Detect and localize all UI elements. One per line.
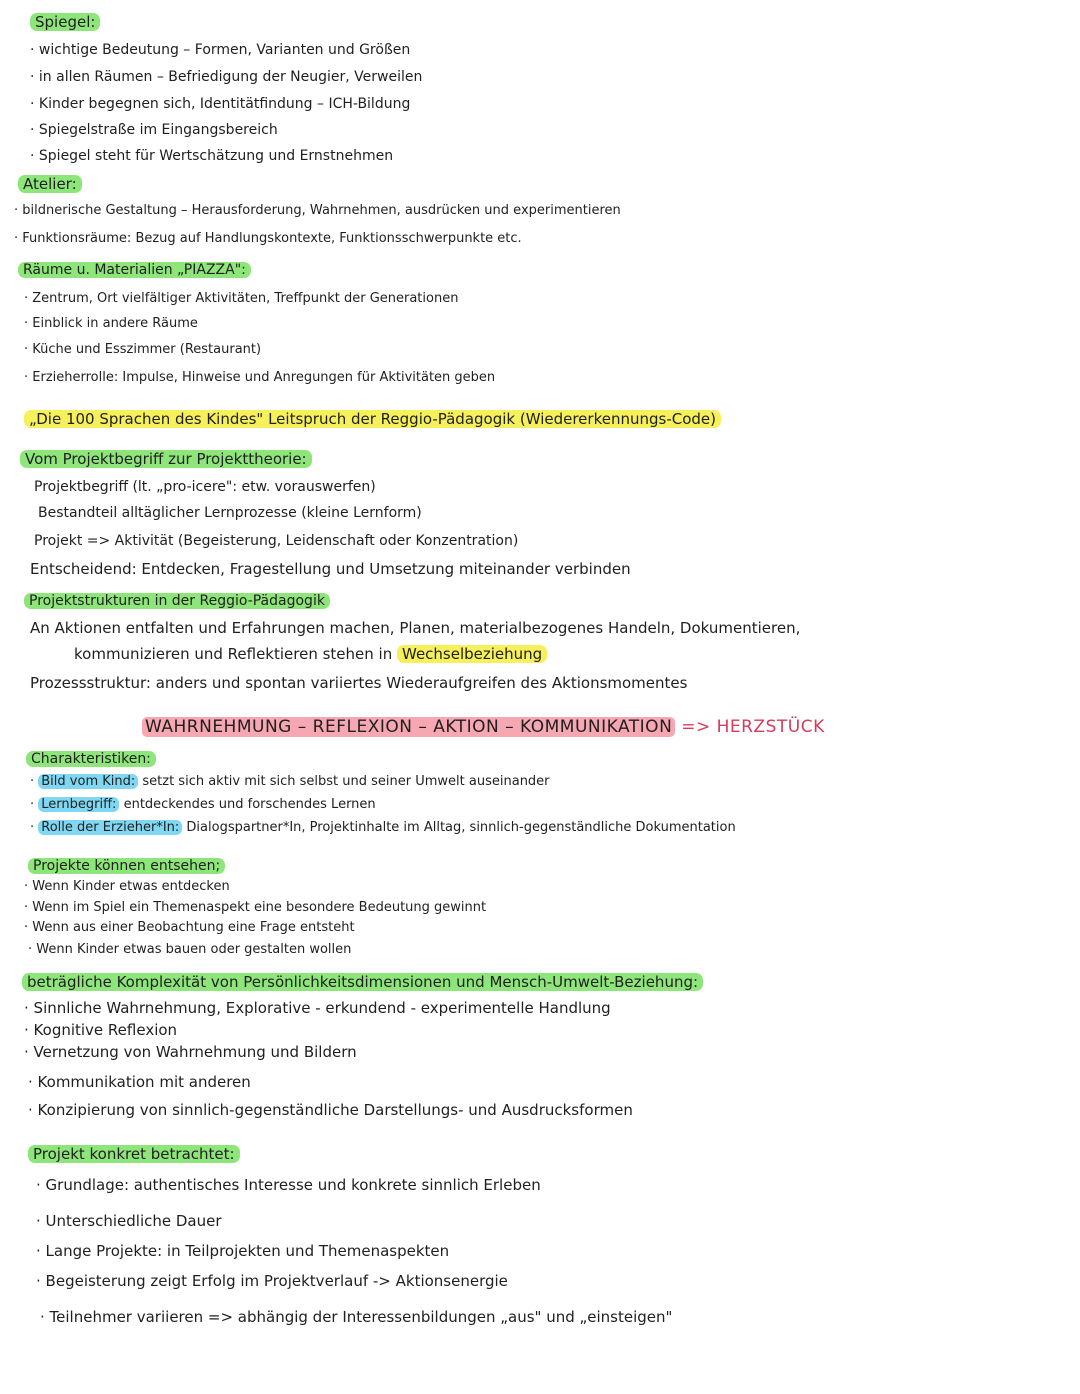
strukturen-line: Prozessstruktur: anders und spontan variiertes Wiederaufgreifen des Aktionsmomentes xyxy=(30,674,688,692)
herzstueck-highlight: WAHRNEHMUNG – REFLEXION – AKTION – KOMMUNIKATION xyxy=(142,717,675,737)
charakteristik-item: · Rolle der Erzieher*In: Dialogspartner*In, Projektinhalte im Alltag, sinnlich-gegenständliche Dokumentation xyxy=(30,821,736,836)
konkret-item: · Lange Projekte: in Teilprojekten und Themenaspekten xyxy=(36,1243,449,1260)
herzstueck-line xyxy=(142,718,825,738)
konkret-item: · Unterschiedliche Dauer xyxy=(36,1213,222,1230)
strukturen-heading: Projektstrukturen in der Reggio-Pädagogik xyxy=(24,593,330,609)
charakteristik-item: · Bild vom Kind: setzt sich aktiv mit sich selbst und seiner Umwelt auseinander xyxy=(30,775,550,790)
spiegel-item: · Spiegel steht für Wertschätzung und Ernstnehmen xyxy=(30,148,393,164)
spiegel-item: · Spiegelstraße im Eingangsbereich xyxy=(30,122,278,138)
konkret-item: · Teilnehmer variieren => abhängig der Interessenbildungen „aus" und „einsteigen" xyxy=(40,1309,672,1326)
entstehen-item: · Wenn im Spiel ein Themenaspekt eine besondere Bedeutung gewinnt xyxy=(24,901,486,916)
strukturen-line: kommunizieren und Reflektieren stehen in Wechselbeziehung xyxy=(74,646,547,663)
konkret-heading: Projekt konkret betrachtet: xyxy=(28,1146,240,1163)
entstehen-item: · Wenn aus einer Beobachtung eine Frage entsteht xyxy=(24,921,355,936)
atelier-item: · Funktionsräume: Bezug auf Handlungskontexte, Funktionsschwerpunkte etc. xyxy=(14,232,522,247)
atelier-item: · bildnerische Gestaltung – Herausforderung, Wahrnehmen, ausdrücken und experimentieren xyxy=(14,204,621,219)
charakteristiken-heading: Charakteristiken: xyxy=(26,751,156,767)
spiegel-item: · wichtige Bedeutung – Formen, Varianten und Größen xyxy=(30,42,410,58)
entstehen-item: · Wenn Kinder etwas entdecken xyxy=(24,880,230,895)
piazza-item: · Zentrum, Ort vielfältiger Aktivitäten, Treffpunkt der Generationen xyxy=(24,292,458,307)
charakteristik-item: · Lernbegriff: entdeckendes und forschendes Lernen xyxy=(30,798,376,813)
komplexitaet-item: · Sinnliche Wahrnehmung, Explorative - erkundend - experimentelle Handlung xyxy=(24,1000,611,1017)
piazza-item: · Küche und Esszimmer (Restaurant) xyxy=(24,343,261,358)
projektbegriff-line: Bestandteil alltäglicher Lernprozesse (kleine Lernform) xyxy=(38,505,422,521)
spiegel-item: · in allen Räumen – Befriedigung der Neugier, Verweilen xyxy=(30,69,422,85)
piazza-item: · Einblick in andere Räume xyxy=(24,317,198,332)
piazza-item: · Erzieherrolle: Impulse, Hinweise und Anregungen für Aktivitäten geben xyxy=(24,371,495,386)
komplexitaet-item: · Vernetzung von Wahrnehmung und Bildern xyxy=(24,1044,357,1061)
projektbegriff-heading: Vom Projektbegriff zur Projekttheorie: xyxy=(20,451,312,468)
spiegel-heading: Spiegel: xyxy=(30,14,100,31)
komplexitaet-item: · Konzipierung von sinnlich-gegenständliche Darstellungs- und Ausdrucksformen xyxy=(28,1102,633,1119)
piazza-heading: Räume u. Materialien „PIAZZA": xyxy=(18,262,251,278)
entstehen-heading: Projekte können entsehen; xyxy=(28,858,225,874)
spiegel-item: · Kinder begegnen sich, Identitätfindung – ICH-Bildung xyxy=(30,96,410,112)
konkret-item: · Begeisterung zeigt Erfolg im Projektverlauf -> Aktionsenergie xyxy=(36,1273,508,1290)
komplexitaet-item: · Kognitive Reflexion xyxy=(24,1022,177,1039)
konkret-item: · Grundlage: authentisches Interesse und konkrete sinnlich Erleben xyxy=(36,1177,541,1194)
komplexitaet-item: · Kommunikation mit anderen xyxy=(28,1074,251,1091)
komplexitaet-heading: beträgliche Komplexität von Persönlichkeitsdimensionen und Mensch-Umwelt-Beziehung: xyxy=(22,974,703,991)
strukturen-line: An Aktionen entfalten und Erfahrungen machen, Planen, materialbezogenes Handeln, Dokumentieren, xyxy=(30,619,801,637)
wechselbeziehung-highlight: Wechselbeziehung xyxy=(397,645,547,663)
projektbegriff-line: Entscheidend: Entdecken, Fragestellung und Umsetzung miteinander verbinden xyxy=(30,560,631,578)
reggio-motto: „Die 100 Sprachen des Kindes" Leitspruch der Reggio-Pädagogik (Wiedererkennungs-Code) xyxy=(24,411,721,428)
herzstueck-tail: => HERZSTÜCK xyxy=(681,717,825,737)
projektbegriff-line: Projektbegriff (lt. „pro-icere": etw. vorauswerfen) xyxy=(34,479,376,495)
atelier-heading: Atelier: xyxy=(18,176,82,193)
entstehen-item: · Wenn Kinder etwas bauen oder gestalten wollen xyxy=(28,943,351,958)
projektbegriff-line: Projekt => Aktivität (Begeisterung, Leidenschaft oder Konzentration) xyxy=(34,533,519,549)
